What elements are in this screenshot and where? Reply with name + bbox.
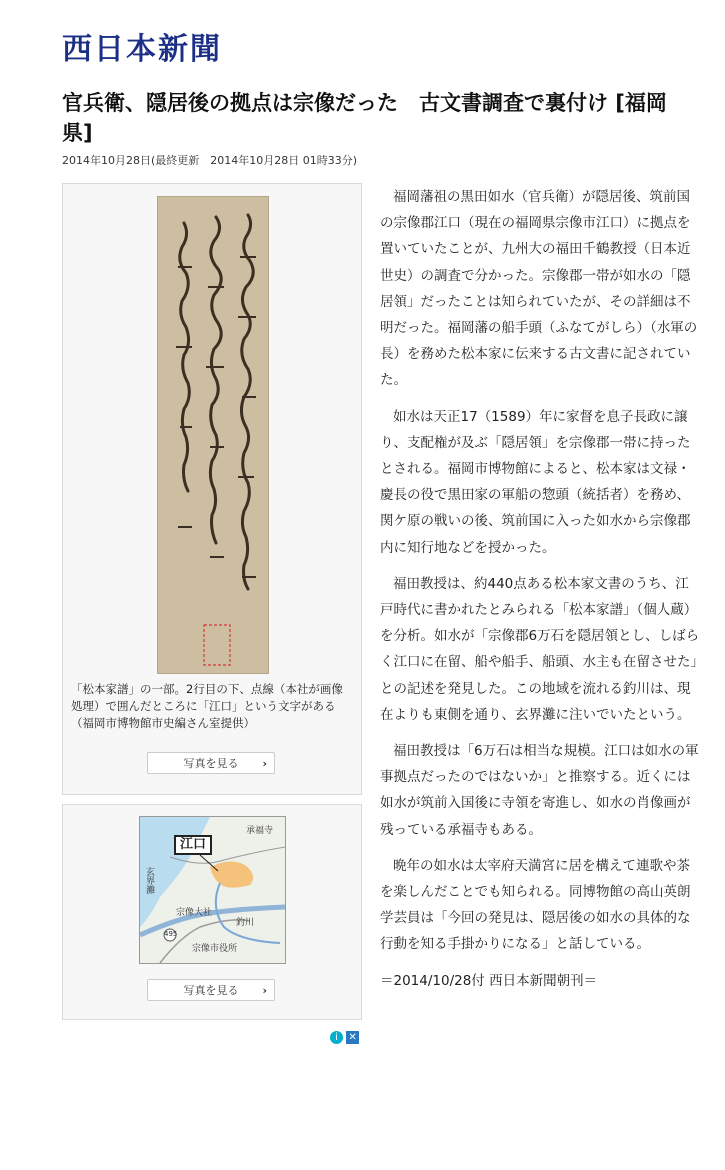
ad-choices <box>330 1031 360 1045</box>
map-image[interactable] <box>139 816 286 964</box>
view-map-label: 写真を見る <box>183 984 239 997</box>
photo-box-map <box>62 804 362 1020</box>
map-river-label: 釣川 <box>236 918 255 928</box>
map-route-label: 495 <box>164 930 178 938</box>
article-paragraph: 福田教授は、約440点ある松本家文書のうち、江戸時代に書かれたとみられる「松本家譜」（個人蔵）を分析。如水が「宗像郡6万石を隠居領とし、しばらく江口に在留、船や船手、船頭、水主も在留させた」との記述を発見した。この地域を流れる釣川は、現在よりも東側を通り、玄界灘に注いでいたという。 <box>380 575 700 723</box>
view-photo-button[interactable] <box>147 752 275 774</box>
article-paragraph: 如水は天正17（1589）年に家督を息子長政に譲り、支配権が及ぶ「隠居領」を宗像郡一帯に持ったとされる。福岡市博物館によると、松本家は文禄・慶長の役で黒田家の軍船の惣頭（統括者）を務め、関ケ原の戦いの後、筑前国に入った如水から宗像郡内に知行地などを授かった。 <box>380 408 691 556</box>
article-paragraph: 福岡藩祖の黒田如水（官兵衛）が隠居後、筑前国の宗像郡江口（現在の福岡県宗像市江口）に拠点を置いていたことが、九州大の福田千鶴教授（日本近世史）の調査で分かった。宗像郡一帯が如水の「隠居領」だったことは知られていたが、その詳細は不明だった。福岡藩の船手頭（ふなてがしら）（水軍の長）を務めた松本家に伝来する古文書に記されていた。 <box>380 189 698 389</box>
site-logo[interactable]: 西日本新聞 <box>62 32 222 67</box>
chevron-right-icon: › <box>262 757 267 770</box>
map-place-label: 江口 <box>174 835 212 855</box>
article-headline: 官兵衛、隠居後の拠点は宗像だった 古文書調査で裏付け [福岡県] <box>62 91 667 145</box>
article-body <box>380 184 700 1004</box>
map-shrine-label: 宗像大社 <box>176 908 213 918</box>
article-paragraph: 福田教授は「6万石は相当な規模。江口は如水の軍事拠点だったのではないか」と推察する。近くには如水が筑前入国後に寺領を寄進し、如水の肖像画が残っている承福寺もある。 <box>380 743 699 838</box>
close-icon[interactable]: ✕ <box>346 1031 359 1044</box>
map-temple-label: 承福寺 <box>246 826 274 836</box>
map-sea-label: 玄界灘 <box>144 867 154 894</box>
article-date: 2014年10月28日(最終更新 2014年10月28日 01時33分) <box>62 154 358 167</box>
chevron-right-icon: › <box>262 984 267 997</box>
photo-box-manuscript <box>62 183 362 795</box>
photo-caption: 「松本家譜」の一部。2行目の下、点線（本社が画像処理）で囲んだところに「江口」という文字がある（福岡市博物館市史編さん室提供） <box>71 682 343 730</box>
view-map-button[interactable] <box>147 979 275 1001</box>
manuscript-image[interactable] <box>157 196 269 674</box>
article-credit: ＝2014/10/28付 西日本新聞朝刊＝ <box>380 972 598 989</box>
info-icon[interactable]: i <box>330 1031 343 1044</box>
map-cityhall-label: 宗像市役所 <box>192 944 238 954</box>
view-photo-label: 写真を見る <box>183 757 239 770</box>
article-paragraph: 晩年の如水は太宰府天満宮に居を構えて連歌や茶を楽しんだことでも知られる。同博物館の高山英朗学芸員は「今回の発見は、隠居後の如水の具体的な行動を知る手掛かりになる」と話している。 <box>380 857 691 953</box>
